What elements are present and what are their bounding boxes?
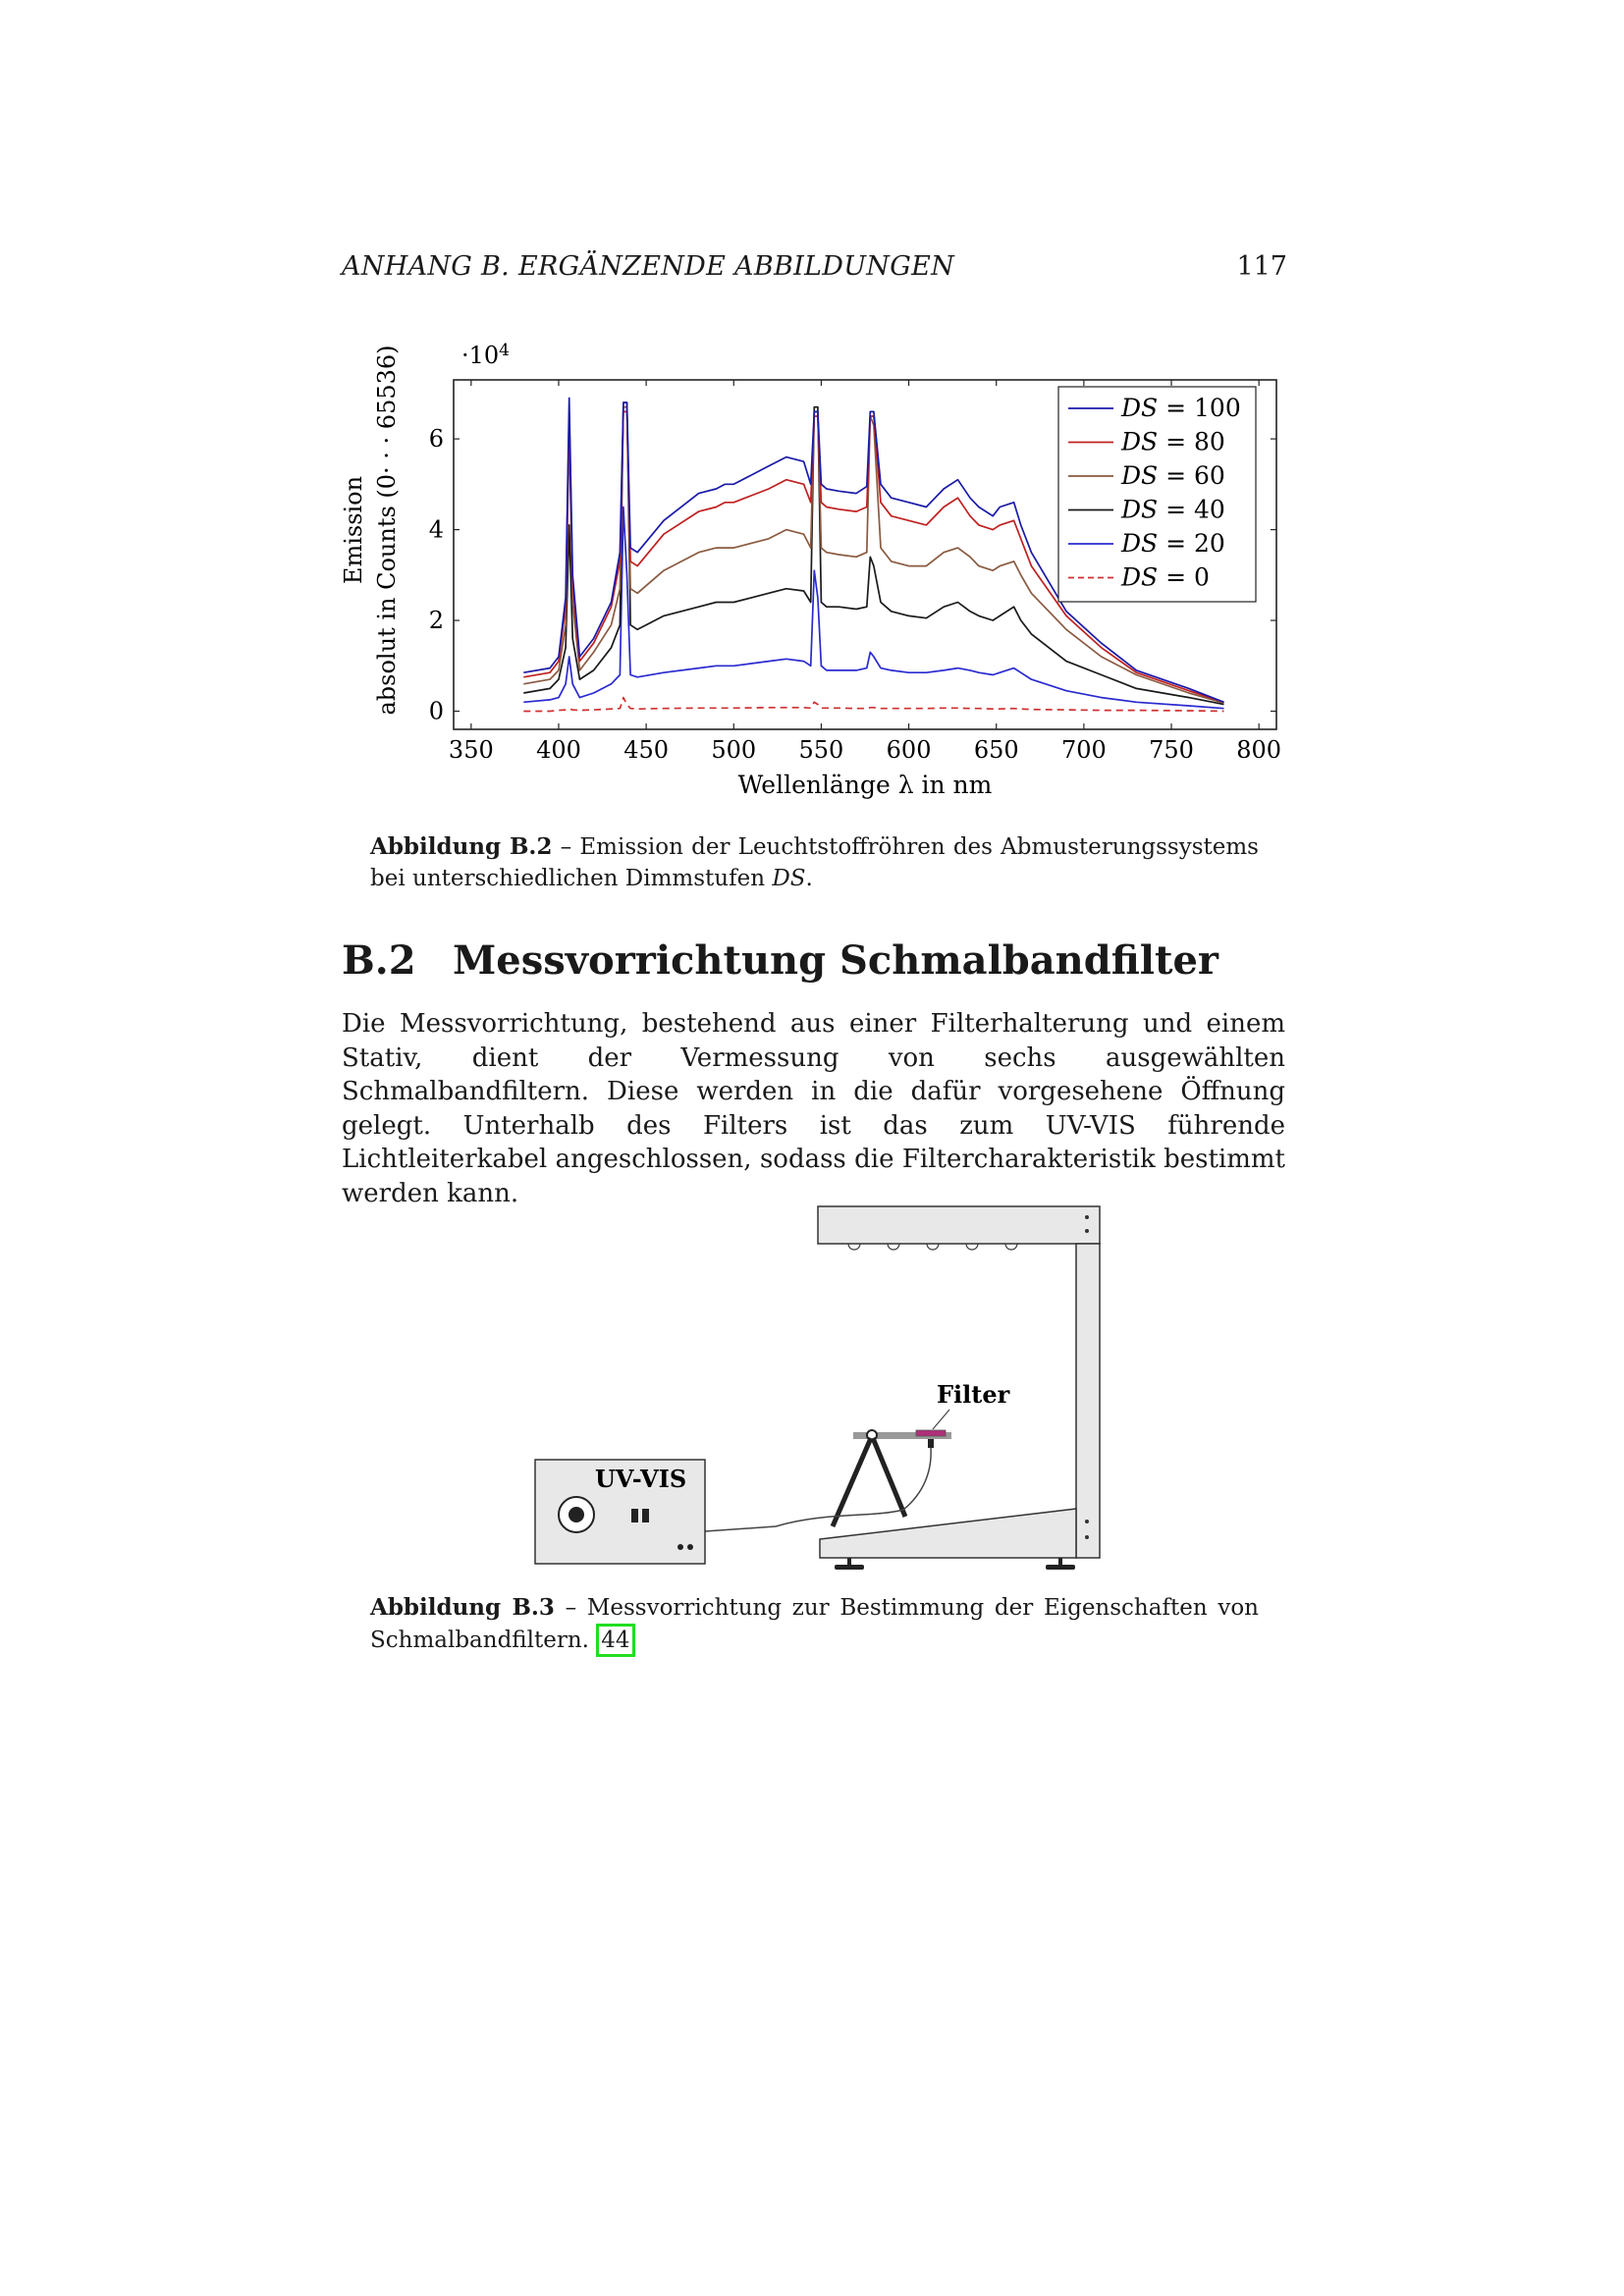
x-tick-label: 450: [623, 736, 670, 764]
figure-b3-caption: [370, 1592, 1259, 1657]
fiber-cable: [705, 1448, 931, 1531]
body-paragraph: Die Messvorrichtung, bestehend aus einer Filterhalterung und einem Stativ, dient der Vermessung von sechs ausgewählten Schmalbandfiltern. Diese werden in die dafür vorgesehene Öffnung gelegt. Unterhalb des Filters ist das zum UV-VIS führende Lichtleiterkabel angeschlossen, sodass die Filtercharakteristik bestimmt werden kann.: [342, 1009, 1285, 1208]
lamp-hooks: [848, 1244, 1017, 1250]
figure-b2-caption-text: – Emission der Leuchtstoffröhren des Abmusterungssystems bei unterschiedlichen Dimmstufen: [370, 834, 1259, 891]
x-tick-label: 550: [798, 736, 844, 764]
tripod-leg-right: [873, 1438, 905, 1517]
section-number: B.2: [342, 937, 416, 984]
legend-entry: DS = 20: [1121, 529, 1225, 558]
y-tick-label: 4: [428, 515, 444, 544]
section-title: Messvorrichtung Schmalbandfilter: [453, 937, 1218, 984]
legend-entry: DS = 80: [1121, 427, 1225, 456]
x-tick-label: 800: [1236, 736, 1282, 764]
section-heading: [342, 937, 1218, 984]
legend-entry: DS = 100: [1121, 394, 1241, 422]
filter-label: Filter: [937, 1380, 1010, 1409]
stand-base: [820, 1509, 1076, 1558]
legend-entry: DS = 0: [1121, 562, 1210, 592]
citation-link[interactable]: 44: [596, 1624, 634, 1657]
x-tick-label: 700: [1060, 736, 1107, 764]
filter-element: [916, 1430, 946, 1436]
stand-feet: [835, 1558, 1075, 1570]
stand-pole: [1076, 1244, 1100, 1558]
page-number: 117: [1236, 251, 1287, 282]
uv-vis-label: UV-VIS: [595, 1465, 687, 1493]
x-tick-label: 500: [711, 736, 757, 764]
figure-b2-caption: [370, 831, 1259, 894]
x-tick-label: 350: [448, 736, 494, 764]
legend-entry: DS = 40: [1121, 495, 1225, 524]
figure-b3-caption-text: – Messvorrichtung zur Bestimmung der Eigenschaften von Schmalbandfiltern.: [370, 1595, 1259, 1653]
y-axis-label-line1: Emission: [340, 475, 367, 585]
figure-b2-caption-label: Abbildung B.2: [370, 833, 553, 860]
y-multiplier: $\cdot 10^4$: [461, 341, 510, 369]
x-tick-label: 400: [536, 736, 581, 764]
y-axis-label-line2: absolut in Counts (0· · · 65536): [373, 345, 401, 716]
y-tick-label: 2: [428, 607, 444, 635]
y-tick-label: 6: [428, 425, 444, 454]
figure-b2-caption-var: DS: [772, 866, 806, 891]
figure-b2-caption-end: .: [805, 866, 813, 891]
legend-entry: DS = 60: [1121, 461, 1225, 490]
x-tick-label: 600: [886, 736, 932, 764]
y-multiplier-exponent: 4: [499, 341, 510, 360]
y-tick-label: 0: [428, 697, 444, 725]
x-tick-label: 750: [1149, 736, 1194, 764]
running-header: ANHANG B. ERGÄNZENDE ABBILDUNGEN: [342, 251, 955, 282]
stand-top-arm: [818, 1206, 1100, 1244]
tripod-leg-left: [833, 1438, 871, 1526]
emission-chart: [334, 334, 1282, 805]
measurement-apparatus-illustration: [520, 1188, 1110, 1580]
x-tick-label: 650: [973, 736, 1019, 764]
x-axis-label: Wellenlänge λ in nm: [737, 771, 993, 799]
figure-b3-caption-label: Abbildung B.3: [370, 1594, 555, 1621]
